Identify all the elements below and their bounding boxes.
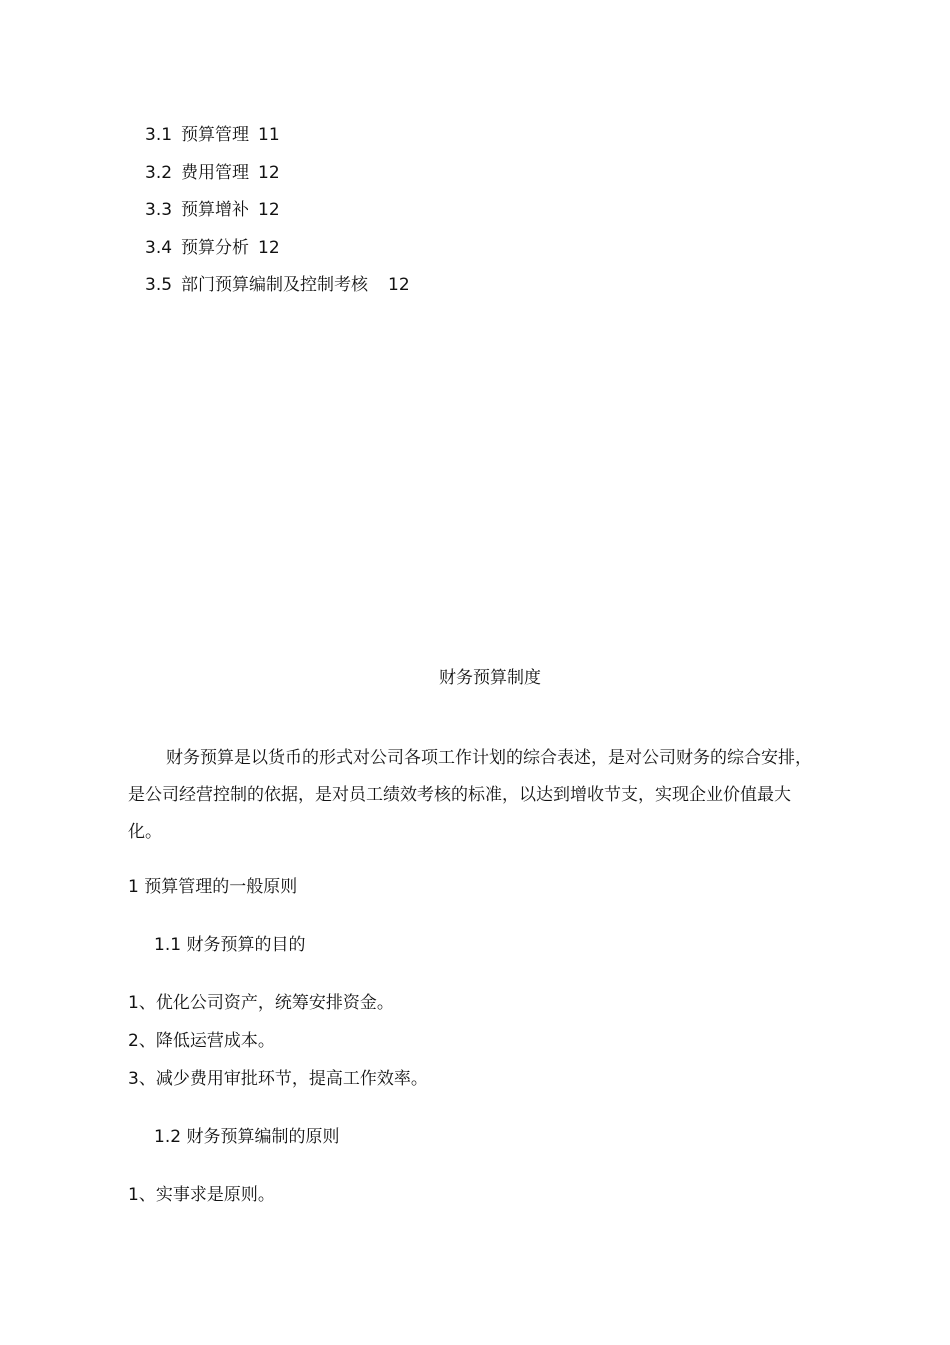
list-item: 2、降低运营成本。: [128, 1031, 275, 1051]
toc-title: 预算管理: [181, 125, 250, 145]
toc-number: 3.1: [145, 125, 173, 145]
section-heading-1-2: 1.2 财务预算编制的原则: [154, 1127, 340, 1147]
list-item: 1、优化公司资产，统筹安排资金。: [128, 993, 394, 1013]
list-item: 3、减少费用审批环节，提高工作效率。: [128, 1069, 428, 1089]
toc-title: 预算分析: [181, 237, 250, 258]
section-heading-1: 1 预算管理的一般原则: [128, 877, 298, 897]
document-title: 财务预算制度: [439, 668, 541, 688]
list-item: 1、实事求是原则。: [128, 1185, 275, 1205]
toc-number: 3.2: [145, 162, 173, 183]
table-of-contents: [145, 124, 410, 312]
toc-number: 3.3: [145, 200, 173, 220]
toc-page-number: 12: [388, 275, 410, 295]
intro-paragraph: 财务预算是以货币的形式对公司各项工作计划的综合表述，是对公司财务的综合安排，是公司经营控制的依据，是对员工绩效考核的标准，以达到增收节支，实现企业价值最大化。: [128, 748, 812, 842]
toc-page-number: 12: [258, 237, 280, 258]
toc-page-number: 12: [258, 162, 280, 183]
toc-item-3-4[interactable]: [145, 237, 410, 275]
toc-title: 费用管理: [181, 162, 250, 183]
toc-item-3-1[interactable]: [145, 124, 410, 162]
toc-page-number: 11: [258, 125, 280, 145]
toc-item-3-2[interactable]: [145, 162, 410, 200]
section-heading-1-1: 1.1 财务预算的目的: [154, 935, 306, 955]
toc-number: 3.4: [145, 237, 173, 258]
toc-number: 3.5: [145, 275, 173, 295]
toc-title: 预算增补: [181, 200, 250, 220]
toc-page-number: 12: [258, 200, 280, 220]
toc-title: 部门预算编制及控制考核: [181, 275, 369, 295]
toc-item-3-3[interactable]: [145, 199, 410, 237]
toc-item-3-5[interactable]: [145, 274, 410, 312]
